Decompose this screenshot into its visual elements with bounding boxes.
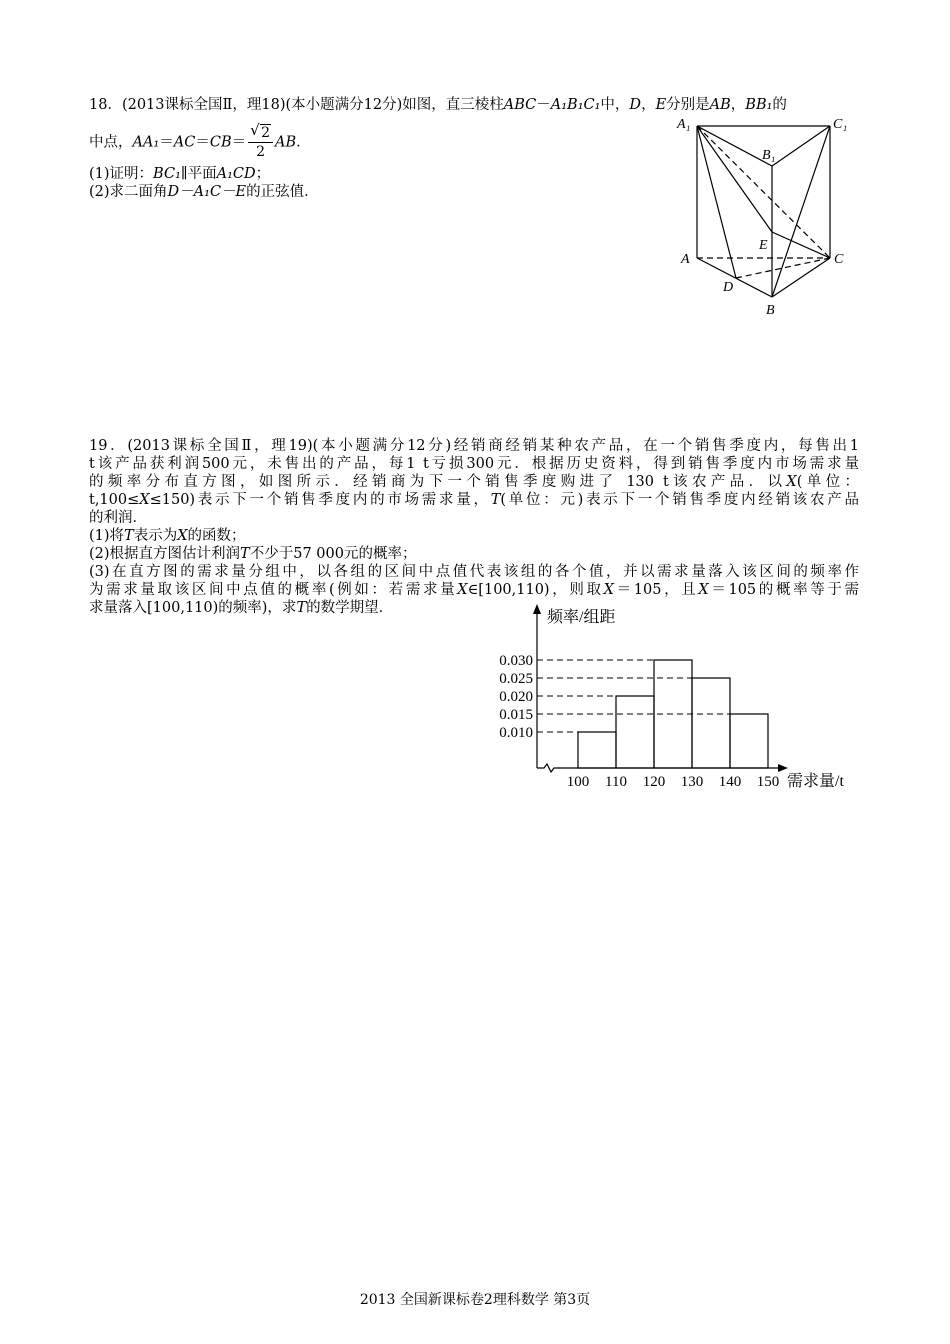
histogram-bar (692, 678, 730, 768)
q19-source: (2013课标全国Ⅱ，理19) (127, 438, 313, 454)
vertex-e: E (759, 238, 768, 253)
q19-part2: (2)根据直方图估计利润T不少于57 000元的概率； (89, 546, 417, 562)
q18-source: (2013课标全国Ⅱ，理18) (121, 97, 286, 113)
x-tick-label: 140 (718, 774, 742, 790)
q19-part3-line2: 为需求量取该区间中点值的概率(例如：若需求量X∈[100,110)，则取X＝105，且X＝105的概率等于需 (89, 582, 860, 598)
x-tick-label: 130 (680, 774, 704, 790)
x-axis-arrow (778, 764, 788, 772)
y-tick-label: 0.015 (499, 707, 533, 723)
vertex-b1: B₁ (762, 148, 776, 163)
y-axis-label: 频率/组距 (547, 609, 616, 626)
prism-figure (670, 110, 860, 325)
histogram-bar (616, 696, 654, 768)
vertex-a: A (681, 252, 690, 267)
q19-number: 19． (89, 438, 128, 454)
x-axis-label: 需求量/t (787, 773, 844, 790)
q19-part1: (1)将T表示为X的函数； (89, 528, 246, 544)
y-tick-label: 0.010 (499, 725, 533, 741)
page-footer: 2013 全国新课标卷2理科数学 第3页 (359, 1292, 591, 1308)
x-tick-label: 120 (642, 774, 666, 790)
q18-line1: 18．(2013课标全国Ⅱ，理18)(本小题满分12分)如图，直三棱柱ABC－A₁B₁C₁中，D，E分别是AB，BB₁的 (89, 97, 787, 113)
vertex-c: C (834, 252, 844, 267)
y-axis-arrow (533, 604, 541, 614)
q18-line2: 中点，AA₁＝AC＝CB＝ √ 2 2 AB． (89, 121, 311, 160)
q18-part1: (1)证明：BC₁∥平面A₁CD； (89, 166, 271, 182)
y-tick-label: 0.025 (499, 671, 533, 687)
q18-part2: (2)求二面角D－A₁C－E的正弦值． (89, 184, 319, 200)
x-tick-label: 150 (756, 774, 780, 790)
sqrt2-over-2-fraction: √ 2 2 (248, 124, 273, 161)
q19-line2: t该产品获利润500元，未售出的产品，每1 t亏损300元．根据历史资料，得到销售季度内市场需求量 (89, 456, 859, 472)
histogram-bar (578, 732, 616, 768)
y-tick-label: 0.030 (499, 653, 533, 669)
histogram-chart (480, 600, 880, 800)
q19-line3: 的频率分布直方图，如图所示．经销商为下一个销售季度购进了 130 t该农产品．以X(单位： (89, 474, 859, 490)
y-tick-label: 0.020 (499, 689, 533, 705)
vertex-d: D (723, 280, 734, 295)
vertex-c1: C₁ (833, 117, 848, 132)
x-axis-break (537, 764, 578, 772)
q19-line1: 19．(2013课标全国Ⅱ，理19)(本小题满分12分)经销商经销某种农产品，在一个销售季度内，每售出1 (89, 438, 860, 454)
q19-part3-line1: (3)在直方图的需求量分组中，以各组的区间中点值代表该组的各个值，并以需求量落入该区间的频率作 (89, 564, 859, 580)
vertex-a1: A₁ (677, 117, 691, 132)
q18-number: 18． (89, 97, 122, 113)
vertex-b: B (766, 303, 775, 318)
q18-score: (本小题满分12分) (285, 97, 403, 113)
q19-line5: 的利润． (89, 510, 147, 526)
q19-score: (本小题满分12分) (312, 438, 452, 454)
histogram-bar (730, 714, 768, 768)
q19-line4: t,100≤X≤150)表示下一个销售季度内的市场需求量，T(单位：元)表示下一个销售季度内经销该农产品 (89, 492, 859, 508)
q19-part3-line3: 求量落入[100,110)的频率)，求T的数学期望． (89, 600, 394, 616)
x-tick-label: 110 (605, 774, 627, 790)
x-tick-label: 100 (566, 774, 590, 790)
